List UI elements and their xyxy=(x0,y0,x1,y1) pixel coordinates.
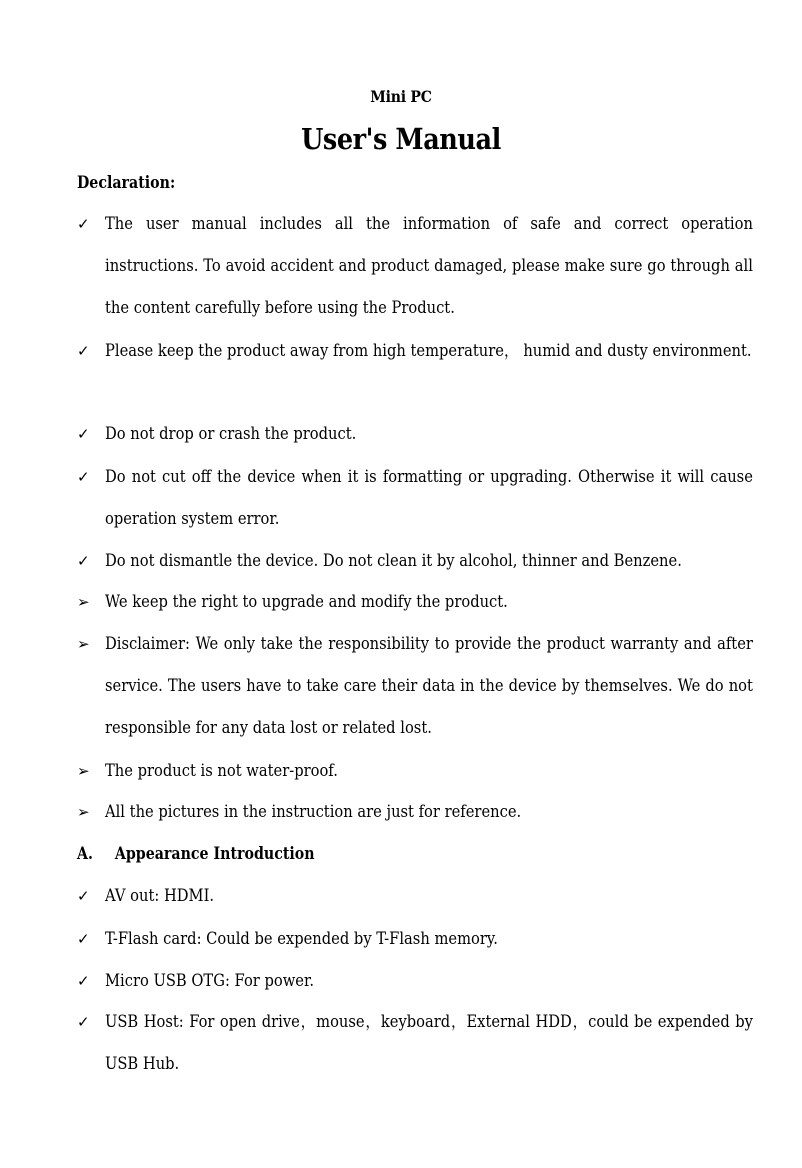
section-letter: A. xyxy=(77,844,93,863)
check-icon: ✓ xyxy=(77,468,90,486)
list-item-text: AV out: HDMI. xyxy=(105,886,215,905)
list-item-text: Do not drop or crash the product. xyxy=(105,424,357,443)
arrow-icon: ➢ xyxy=(77,593,90,611)
document-title: User's Manual xyxy=(301,122,501,156)
list-item-text: Disclaimer: We only take the responsibility to provide the product warranty and after service. The users have to take care their data in the device by themselves. We do not responsible for any data lost or related lost. xyxy=(105,634,753,737)
check-icon: ✓ xyxy=(77,552,90,570)
arrow-icon: ➢ xyxy=(77,762,90,780)
list-item-text: Please keep the product away from high temperature， humid and dusty environment. xyxy=(105,341,752,360)
check-icon: ✓ xyxy=(77,972,90,990)
list-item-text: T-Flash card: Could be expended by T-Flash memory. xyxy=(105,929,498,948)
list-item-text: We keep the right to upgrade and modify the product. xyxy=(105,592,508,611)
list-item-text: Micro USB OTG: For power. xyxy=(105,971,315,990)
section-title: Appearance Introduction xyxy=(114,844,315,863)
list-item-text: All the pictures in the instruction are just for reference. xyxy=(105,802,522,821)
list-item-text: Do not dismantle the device. Do not clean it by alcohol, thinner and Benzene. xyxy=(105,551,682,570)
list-item-text: USB Host: For open drive，mouse，keyboard，External HDD，could be expended by USB Hub. xyxy=(105,1012,753,1073)
list-item-text: Do not cut off the device when it is formatting or upgrading. Otherwise it will cause operation system error. xyxy=(105,467,753,528)
list-item-text: The user manual includes all the information of safe and correct operation instructions. To avoid accident and product damaged, please make sure go through all the content carefully before using the Product. xyxy=(105,214,753,317)
appearance-heading xyxy=(77,843,315,865)
check-icon: ✓ xyxy=(77,215,90,233)
check-icon: ✓ xyxy=(77,342,90,360)
list-item-text: The product is not water-proof. xyxy=(105,761,338,780)
check-icon: ✓ xyxy=(77,1013,90,1031)
arrow-icon: ➢ xyxy=(77,635,90,653)
declaration-heading: Declaration: xyxy=(77,173,176,192)
check-icon: ✓ xyxy=(77,425,90,443)
arrow-icon: ➢ xyxy=(77,803,90,821)
check-icon: ✓ xyxy=(77,930,90,948)
check-icon: ✓ xyxy=(77,887,90,905)
document-subtitle: Mini PC xyxy=(370,87,432,106)
